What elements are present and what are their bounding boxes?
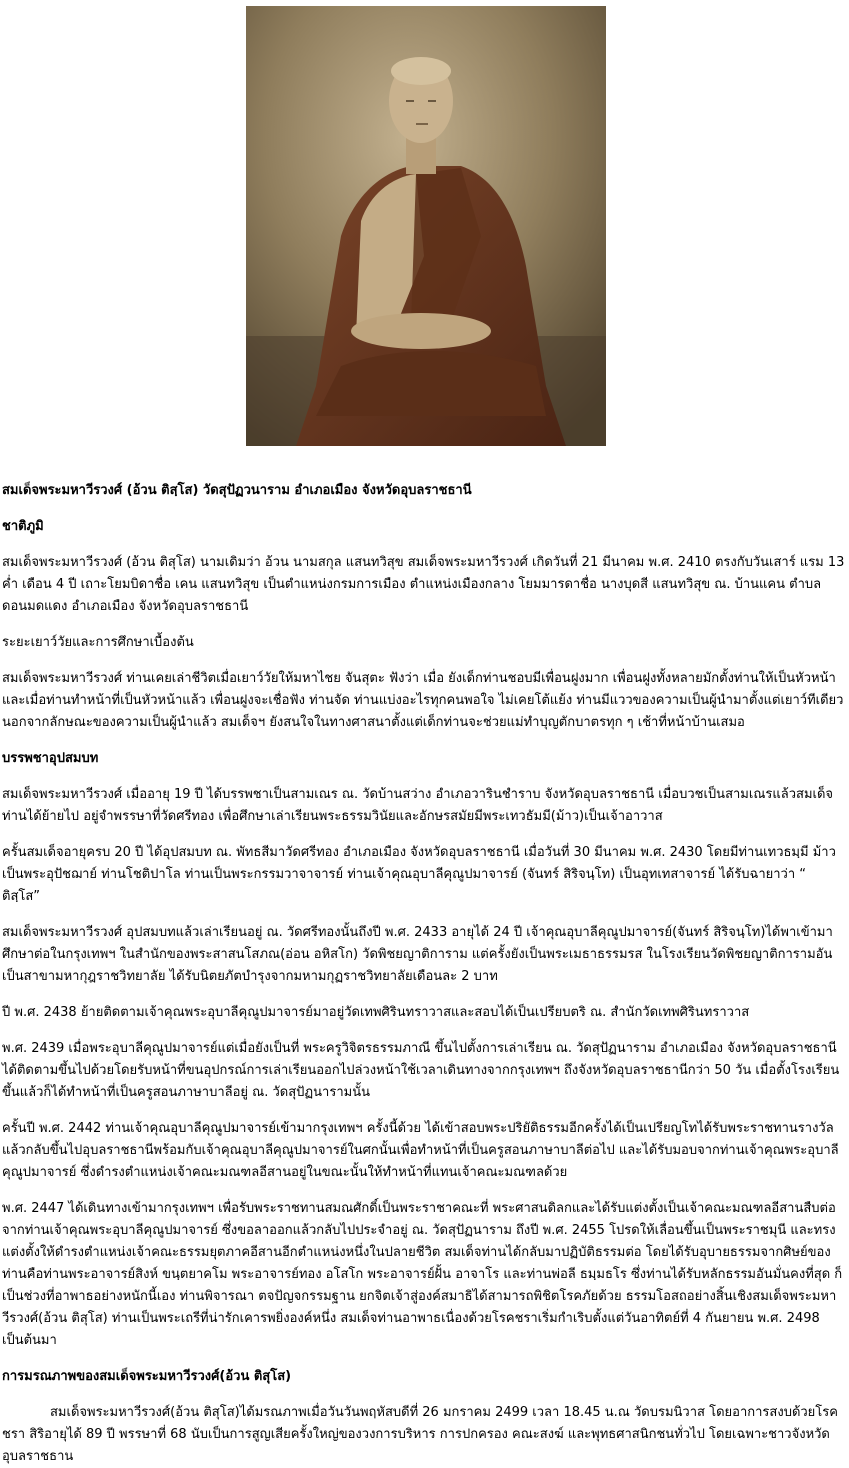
article-title: สมเด็จพระมหาวีรวงศ์ (อ้วน ติสฺโส) วัดสุปัฏวนาราม อำเภอเมือง จังหวัดอุบลราชธานี xyxy=(2,483,472,498)
paragraph-2447: พ.ศ. 2447 ได้เดินทางเข้ามากรุงเทพฯ เพื่อรับพระราชทานสมณศักดิ์เป็นพระราชาคณะที่ พระศาสนดิลกและได้รับแต่งตั้งเป็นเจ้าคณะมณฑลอีสานสืบต่อจากท่านเจ้าคุณพระอุบาลีคุณูปมาจารย์ ซึ่งขอลาออกแล้วกลับไปประจำอยู่ ณ. วัดสุปัฏนาราม ถึงปี พ.ศ. 2455 โปรดให้เลื่อนขึ้นเป็นพระราชมุนี และทรงแต่งตั้งให้ดำรงตำแหน่งเจ้าคณะธรรมยุตภาคอีสานอีกตำแหน่งหนึ่งในปลายชีวิต สมเด็จท่านได้กลับมาปฏิบัติธรรมต่อ โดยได้รับอุบายธรรมจากศิษย์ของท่านคือท่านพระอาจารย์สิงห์ ขนฺตยาคโม พระอาจารย์ทอง อโสโก พระอาจารย์ฝั้น อาจาโร และท่านพ่อลี ธมฺมธโร ซึ่งท่านได้รับหลักธรรมอันมั่นคงที่สุด ก็เป็นช่วงที่อาพาธอย่างหนักนี้เอง ท่านพิจารณา ตจปัญจกรรมฐาน ยกจิตเจ้าสู่องค์สมาธิได้สามารถพิชิตโรคภัยด้วย ธรรมโอสถอย่างสิ้นเชิงสมเด็จพระมหาวีรวงศ์(อ้วน ติสุโส) ท่านเป็นพระเถรีที่น่ารักเคารพยิ่งองค์หนึ่ง สมเด็จท่านอาพาธเนื่องด้วยโรคชราเริ่มกำเริบตั้งแต่วันอาทิตย์ที่ 4 กันยายน พ.ศ. 2498 เป็นต้นมา xyxy=(2,1201,843,1348)
paragraph-youth: สมเด็จพระมหาวีรวงศ์ ท่านเคยเล่าชีวิตเมื่อเยาว์วัยให้มหาไชย จันสุตะ ฟังว่า เมื่อ ยังเด็กท่านชอบมีเพื่อนฝูงมาก เพื่อนฝูงทั้งหลายมักตั้งท่านให้เป็นหัวหน้า และเมื่อท่านทำหน้าที่เป็นหัวหน้าแล้ว เพื่อนฝูงจะเชื่อฟัง ท่านจัด ท่านแบ่งอะไรทุกคนพอใจ ไม่เคยโต้แย้ง ท่านมีแววของความเป็นผู้นำมาตั้งแต่เยาว์ทีเดียว นอกจากลักษณะของความเป็นผู้นำแล้ว สมเด็จฯ ยังสนใจในทางศาสนาตั้งแต่เด็กท่านจะช่วยแม่ทำบุญตักบาตรทุก ๆ เช้าที่หน้าบ้านเสมอ xyxy=(2,671,844,730)
paragraph-2442: ครั้นปี พ.ศ. 2442 ท่านเจ้าคุณอุบาลีคุณูปมาจารย์เข้ามากรุงเทพฯ ครั้งนี้ด้วย ได้เข้าสอบพระปริยัติธรรมอีกครั้งได้เป็นเปรียญโทได้รับพระราชทานรางวัลแล้วกลับขึ้นไปอุบลราชธานีพร้อมกับเจ้าคุณอุบาลีคุณูปมาจารย์ในศกนั้นเพื่อทำหน้าที่เป็นครูสอนภาษาบาลีต่อไป และได้รับมอบจากท่านเจ้าคุณพระอุบาลีคุณูปมาจารย์ ซึ่งดำรงตำแหน่งเจ้าคณะมณฑลอีสานอยู่ในขณะนั้นให้ทำหน้าที่แทนเจ้าคณะมณฑลด้วย xyxy=(2,1121,839,1180)
paragraph-monk: ครั้นสมเด็จอายุครบ 20 ปี ได้อุปสมบท ณ. พัทธสีมาวัดศรีทอง อำเภอเมือง จังหวัดอุบลราชธานี เมื่อวันที่ 30 มีนาคม พ.ศ. 2430 โดยมีท่านเทวธมฺมี ม้าว เป็นพระอุปัชฌาย์ ท่านโชติปาโล ท่านเป็นพระกรรมวาจาจารย์ ท่านเจ้าคุณอุบาลีคุณูปมาจารย์ (จันทร์ สิริจนฺโท) เป็นอุทเทสาจารย์ ได้รับฉายาว่า “ ติสฺโส” xyxy=(2,845,836,904)
paragraph-novice: สมเด็จพระมหาวีรวงศ์ เมื่ออายุ 19 ปี ได้บรรพชาเป็นสามเณร ณ. วัดบ้านสว่าง อำเภอวารินชำราบ จังหวัดอุบลราชธานี เมื่อบวชเป็นสามเณรแล้วสมเด็จท่านได้ย้ายไป อยู่จำพรรษาที่วัดศรีทอง เพื่อศึกษาเล่าเรียนพระธรรมวินัยและอักษรสมัยมีพระเทวธัมมี(ม้าว)เป็นเจ้าอาวาส xyxy=(2,787,834,824)
monk-portrait-icon xyxy=(246,6,606,446)
monk-portrait-photo xyxy=(246,6,606,446)
paragraph-birth: สมเด็จพระมหาวีรวงศ์ (อ้วน ติสุโส) นามเดิมว่า อ้วน นามสกุล แสนทวิสุข สมเด็จพระมหาวีรวงศ์ เกิดวันที่ 21 มีนาคม พ.ศ. 2410 ตรงกับวันเสาร์ แรม 13 ค่ำ เดือน 4 ปี เถาะโยมบิดาชื่อ เคน แสนทวิสุข เป็นตำแหน่งกรมการเมือง ตำแหน่งเมืองกลาง โยมมารดาชื่อ นางบุดสี แสนทวิสุข ณ. บ้านแคน ตำบล ดอนมดแดง อำเภอเมือง จังหวัดอุบลราชธานี xyxy=(2,555,845,614)
article xyxy=(2,480,847,1468)
paragraph-2438: ปี พ.ศ. 2438 ย้ายติดตามเจ้าคุณพระอุบาลีคุณูปมาจารย์มาอยู่วัดเทพศิรินทราวาสและสอบได้เป็นเปรียบตริ ณ. สำนักวัดเทพศิรินทราวาส xyxy=(2,1005,750,1020)
paragraph-2439: พ.ศ. 2439 เมื่อพระอุบาลีคุณูปมาจารย์แต่เมื่อยังเป็นที่ พระครูวิจิตรธรรมภาณี ขึ้นไปตั้งการเล่าเรียน ณ. วัดสุปัฏนาราม อำเภอเมือง จังหวัดอุบลราชธานี ได้ติดตามขึ้นไปด้วยโดยรับหน้าที่ขนอุปกรณ์การเล่าเรียนออกไปล่วงหน้าใช้เวลาเดินทางจากกรุงเทพฯ ถึงจังหวัดอุบลราชธานีกว่า 50 วัน เมื่อตั้งโรงเรียนขึ้นแล้วก็ได้ทำหน้าที่เป็นครูสอนภาษาบาลีอยู่ ณ. วัดสุปัฏนารามนั้น xyxy=(2,1041,840,1100)
section-heading-youth: ระยะเยาว์วัยและการศึกษาเบื้องต้น xyxy=(2,635,194,650)
section-heading-death: การมรณภาพของสมเด็จพระมหาวีรวงศ์(อ้วน ติสุโส) xyxy=(2,1369,292,1384)
section-heading-birthplace: ชาติภูมิ xyxy=(2,519,44,534)
paragraph-death: สมเด็จพระมหาวีรวงศ์(อ้วน ติสุโส)ได้มรณภาพเมื่อวันวันพฤหัสบดีที่ 26 มกราคม 2499 เวลา 18.45 น.ณ วัดบรมนิวาส โดยอาการสงบด้วยโรคชรา สิริอายุได้ 89 ปี พรรษาที่ 68 นับเป็นการสูญเสียครั้งใหญ่ของวงการบริหาร การปกครอง คณะสงฆ์ และพุทธศาสนิกชนทั่วไป โดยเฉพาะชาวจังหวัดอุบลราชธาน xyxy=(2,1405,838,1464)
section-heading-ordination: บรรพชาอุปสมบท xyxy=(2,751,99,766)
paragraph-study: สมเด็จพระมหาวีรวงศ์ อุปสมบทแล้วเล่าเรียนอยู่ ณ. วัดศรีทองนั้นถึงปี พ.ศ. 2433 อายุได้ 24 ปี เจ้าคุณอุบาลีคุณูปมาจารย์(จันทร์ สิริจนฺโท)ได้พาเข้ามาศึกษาต่อในกรุงเทพฯ ในสำนักของพระสาสนโสภณ(อ่อน อหิสโก) วัดพิชยญาติการาม แต่ครั้งยังเป็นพระเมธาธรรมรส ในโรงเรียนวัดพิชยญาติการามอันเป็นสาขามหากุฎราชวิทยาลัย ได้รับนิตยภัตบำรุงจากมหามกุฏราชวิทยาลัยเดือนละ 2 บาท xyxy=(2,925,833,984)
